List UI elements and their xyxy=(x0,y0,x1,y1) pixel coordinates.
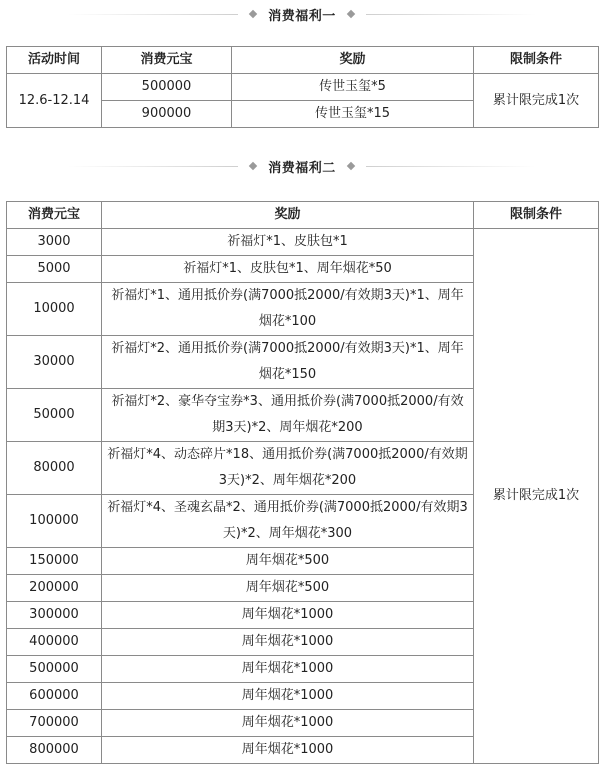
reward-cell: 周年烟花*1000 xyxy=(102,629,474,656)
amount-cell: 900000 xyxy=(102,101,232,128)
reward-cell: 传世玉玺*15 xyxy=(232,101,474,128)
reward-cell: 祈福灯*4、动态碎片*18、通用抵价券(满7000抵2000/有效期3天)*2、周年烟花*200 xyxy=(102,442,474,495)
amount-cell: 300000 xyxy=(7,602,102,629)
condition-cell: 累计限完成1次 xyxy=(474,74,599,128)
amount-cell: 150000 xyxy=(7,548,102,575)
reward-cell: 周年烟花*1000 xyxy=(102,656,474,683)
amount-cell: 50000 xyxy=(7,389,102,442)
section-title-1 xyxy=(0,2,604,26)
section-title-label: 消费福利二 xyxy=(268,160,336,176)
header-condition: 限制条件 xyxy=(474,47,599,74)
diamond-icon xyxy=(347,10,355,18)
header-reward: 奖励 xyxy=(232,47,474,74)
reward-cell: 祈福灯*4、圣魂玄晶*2、通用抵价券(满7000抵2000/有效期3天)*2、周年烟花*300 xyxy=(102,495,474,548)
amount-cell: 5000 xyxy=(7,256,102,283)
amount-cell: 500000 xyxy=(7,656,102,683)
reward-table-2 xyxy=(6,201,599,764)
amount-cell: 700000 xyxy=(7,710,102,737)
reward-cell: 祈福灯*2、通用抵价券(满7000抵2000/有效期3天)*1、周年烟花*150 xyxy=(102,336,474,389)
header-amount: 消费元宝 xyxy=(102,47,232,74)
title-line-left xyxy=(68,166,238,167)
reward-cell: 祈福灯*1、通用抵价券(满7000抵2000/有效期3天)*1、周年烟花*100 xyxy=(102,283,474,336)
period-cell: 12.6-12.14 xyxy=(7,74,102,128)
reward-table-1 xyxy=(6,46,599,128)
amount-cell: 80000 xyxy=(7,442,102,495)
section-title-2 xyxy=(0,154,604,178)
reward-cell: 祈福灯*1、皮肤包*1、周年烟花*50 xyxy=(102,256,474,283)
header-amount: 消费元宝 xyxy=(7,202,102,229)
header-period: 活动时间 xyxy=(7,47,102,74)
diamond-icon xyxy=(249,10,257,18)
reward-cell: 传世玉玺*5 xyxy=(232,74,474,101)
amount-cell: 600000 xyxy=(7,683,102,710)
amount-cell: 800000 xyxy=(7,737,102,764)
table-header-row xyxy=(7,47,599,74)
reward-cell: 祈福灯*1、皮肤包*1 xyxy=(102,229,474,256)
table-row xyxy=(7,74,599,101)
reward-cell: 周年烟花*1000 xyxy=(102,737,474,764)
title-line-left xyxy=(68,14,238,15)
amount-cell: 500000 xyxy=(102,74,232,101)
amount-cell: 200000 xyxy=(7,575,102,602)
reward-cell: 周年烟花*500 xyxy=(102,548,474,575)
reward-cell: 祈福灯*2、豪华夺宝券*3、通用抵价券(满7000抵2000/有效期3天)*2、周年烟花*200 xyxy=(102,389,474,442)
header-reward: 奖励 xyxy=(102,202,474,229)
amount-cell: 3000 xyxy=(7,229,102,256)
reward-cell: 周年烟花*500 xyxy=(102,575,474,602)
table-row xyxy=(7,229,599,256)
section-title-label: 消费福利一 xyxy=(268,8,336,24)
diamond-icon xyxy=(249,162,257,170)
reward-cell: 周年烟花*1000 xyxy=(102,683,474,710)
reward-cell: 周年烟花*1000 xyxy=(102,602,474,629)
diamond-icon xyxy=(347,162,355,170)
reward-cell: 周年烟花*1000 xyxy=(102,710,474,737)
amount-cell: 400000 xyxy=(7,629,102,656)
condition-cell: 累计限完成1次 xyxy=(474,229,599,764)
header-condition: 限制条件 xyxy=(474,202,599,229)
title-line-right xyxy=(366,14,536,15)
title-line-right xyxy=(366,166,536,167)
amount-cell: 10000 xyxy=(7,283,102,336)
amount-cell: 30000 xyxy=(7,336,102,389)
amount-cell: 100000 xyxy=(7,495,102,548)
table-header-row xyxy=(7,202,599,229)
